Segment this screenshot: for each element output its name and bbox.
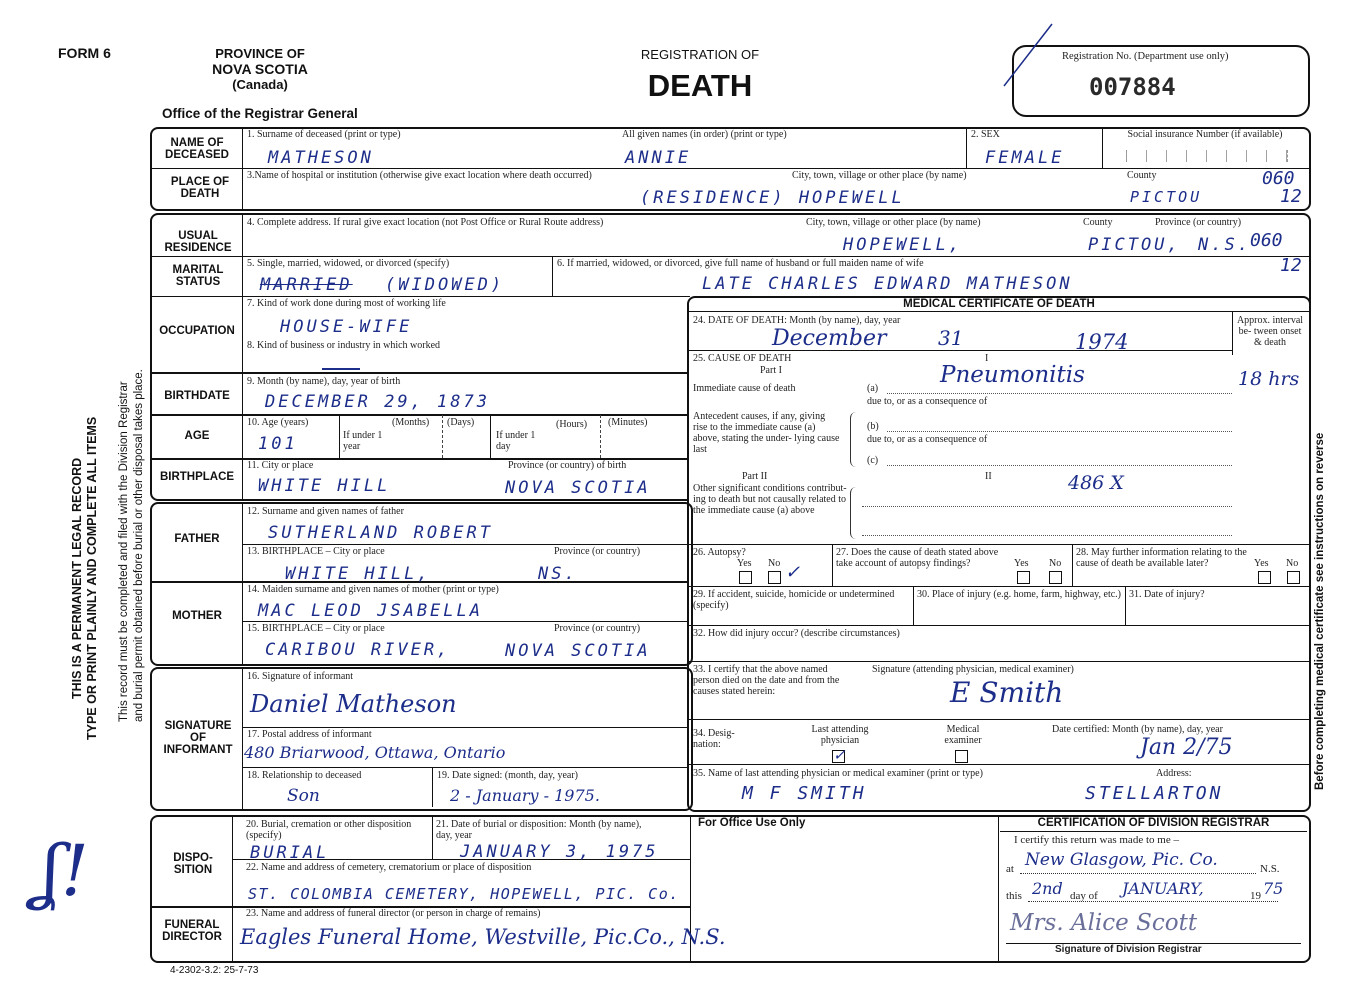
label-age: AGE [184, 430, 210, 442]
label-mother: MOTHER [172, 610, 222, 622]
form-code: 4-2302-3.2: 25-7-73 [170, 965, 259, 976]
value-marital-struck: MARRIED [260, 275, 353, 295]
autopsy-yes-checkbox[interactable] [739, 571, 752, 584]
cause-c-letter: (c) [867, 455, 879, 466]
field-22-label: 22. Name and address of cemetery, crematorium or place of disposition [246, 862, 532, 873]
value-physician-signature: E Smith [950, 676, 1064, 709]
value-disposition-date: JANUARY 3, 1975 [460, 842, 659, 862]
field-25-label: 25. CAUSE OF DEATH [693, 353, 792, 364]
office-registrar: Office of the Registrar General [162, 106, 358, 121]
registration-pen-mark [1000, 20, 1060, 90]
value-registrar-day: 2nd [1032, 879, 1063, 898]
label-name-of-deceased: NAME OF DECEASED [165, 137, 229, 161]
registrar-certify: I certify this return was made to me – [1014, 834, 1179, 846]
province-block [200, 46, 320, 92]
field-11-label: 11. City or place [247, 460, 314, 471]
field-2-label: 2. SEX [971, 129, 1000, 140]
office-use-label: For Office Use Only [698, 817, 806, 829]
sin-boxes [1126, 150, 1288, 162]
value-birthdate: DECEMBER 29, 1873 [265, 392, 490, 412]
cause-b-letter: (b) [867, 421, 879, 432]
side-line1: THIS IS A PERMANENT LEGAL RECORD [70, 457, 84, 700]
field-1b-label: All given names (in order) (print or type) [622, 129, 787, 140]
field-13-label: 13. BIRTHPLACE – City or place [247, 546, 385, 557]
value-usual-code2: 12 [1280, 255, 1302, 276]
brace-part2 [850, 487, 859, 539]
registration-of: REGISTRATION OF [640, 47, 760, 62]
label-birthdate: BIRTHDATE [164, 390, 230, 402]
side-line2: TYPE OR PRINT PLAINLY AND COMPLETE ALL ITEMS [85, 416, 99, 740]
value-registrar-month: JANUARY, [1122, 879, 1204, 898]
field-6-label: 6. If married, widowed, or divorced, give full name of husband or full maiden name of wife [557, 258, 924, 269]
q28-yes: Yes [1254, 558, 1269, 569]
q27-no-checkbox[interactable] [1049, 571, 1062, 584]
q28-no-checkbox[interactable] [1287, 571, 1300, 584]
roman-1: I [985, 353, 989, 364]
value-death-month: December [772, 326, 887, 351]
field-18-label: 18. Relationship to deceased [247, 770, 362, 781]
registrar-day-of: day of [1070, 890, 1098, 902]
value-death-year: 1974 [1075, 330, 1129, 354]
value-occupation: HOUSE-WIFE [280, 317, 413, 337]
value-relationship: Son [287, 786, 320, 806]
field-3b-label: City, town, village or other place (by name) [792, 170, 967, 181]
value-mother-birthplace: CARIBOU RIVER, [265, 640, 451, 660]
value-registrar-year: 75 [1263, 879, 1284, 898]
value-place-county: PICTOU [1130, 188, 1203, 206]
field-10g-label: If under 1 day [496, 430, 536, 452]
registrar-signature-label: Signature of Division Registrar [1055, 944, 1202, 955]
value-usual-province: N.S. [1198, 235, 1251, 255]
field-24-label: 24. DATE OF DEATH: Month (by name), day, year [693, 315, 901, 326]
field-31-label: 31. Date of injury? [1129, 589, 1205, 600]
value-death-day: 31 [938, 326, 964, 350]
part-2-label: Part II [742, 471, 768, 482]
field-1-label: 1. Surname of deceased (print or type) [247, 129, 401, 140]
field-30-label: 30. Place of injury (e.g. home, farm, highway, etc.) [917, 589, 1122, 600]
field-10f-label: If under 1 year [343, 430, 383, 452]
cause-a-letter: (a) [867, 383, 879, 394]
medical-examiner-checkbox[interactable] [955, 750, 968, 763]
medical-title: MEDICAL CERTIFICATE OF DEATH [903, 298, 1095, 310]
field-33-label: 33. I certify that the above named person died on the date and from the causes stated herein: [693, 664, 840, 697]
antecedent-label: Antecedent causes, if any, giving rise to the immediate cause (a) above, stating the under- lying cause last [693, 411, 840, 455]
value-registrar-place: New Glasgow, Pic. Co. [1025, 850, 1218, 870]
field-27-label: 27. Does the cause of death stated above take account of autopsy findings? [836, 547, 999, 569]
value-registrar-signature: Mrs. Alice Scott [1010, 910, 1198, 936]
side-line4: and burial permit obtained before burial or other disposal takes place. [133, 369, 145, 722]
value-surname: MATHESON [268, 148, 374, 168]
field-4c-label: County [1083, 217, 1113, 228]
value-disposition: BURIAL [250, 843, 330, 863]
value-given-names: ANNIE [625, 148, 692, 168]
value-mother: MAC LEOD JSABELLA [258, 601, 483, 621]
value-birth-city: WHITE HILL [258, 476, 391, 496]
value-usual-city: HOPEWELL, [843, 235, 963, 255]
side-line3: This record must be completed and filed with the Division Registrar [118, 381, 130, 722]
q27-no: No [1049, 558, 1062, 569]
registrar-this: this [1006, 890, 1022, 902]
q28-no: No [1286, 558, 1299, 569]
field-10e-label: (Minutes) [608, 417, 648, 428]
value-informant-signature: Daniel Matheson [250, 690, 457, 718]
q28-yes-checkbox[interactable] [1258, 571, 1271, 584]
registration-number: 007884 [1089, 73, 1176, 101]
occupation-dash [322, 368, 360, 370]
value-sex: FEMALE [985, 148, 1065, 168]
value-marital: (WIDOWED) [385, 275, 505, 295]
value-date-certified: Jan 2/75 [1140, 735, 1233, 760]
field-34-label: 34. Desig- nation: [693, 728, 735, 750]
label-birthplace: BIRTHPLACE [159, 471, 235, 483]
field-9-label: 9. Month (by name), day, year of birth [247, 376, 401, 387]
form-title: DEATH [647, 68, 753, 103]
field-5-label: 5. Single, married, widowed, or divorced (specify) [247, 258, 450, 269]
value-physician-address: STELLARTON [1085, 783, 1224, 804]
label-usual-residence: USUAL RESIDENCE [164, 230, 232, 254]
value-usual-code1: 060 [1250, 230, 1283, 251]
field-7-label: 7. Kind of work done during most of working life [247, 298, 446, 309]
form-number: FORM 6 [58, 45, 111, 61]
physician-signature-label: Signature (attending physician, medical examiner) [872, 664, 1074, 675]
roman-2: II [985, 471, 992, 482]
field-sin-label: Social insurance Number (if available) [1127, 129, 1283, 140]
value-age: 101 [258, 434, 298, 454]
field-16-label: 16. Signature of informant [247, 671, 354, 682]
side-legal-note [70, 417, 100, 740]
field-4d-label: Province (or country) [1155, 217, 1242, 228]
field-20-label: 20. Burial, cremation or other disposition (specify) [246, 819, 412, 841]
autopsy-no-checkbox[interactable] [768, 571, 781, 584]
registrar-year-prefix: 19 [1250, 890, 1261, 902]
value-mother-province: NOVA SCOTIA [505, 641, 651, 661]
other-conditions-label: Other significant conditions contribut- ing to death but not causally related to the immediate cause (a) above [693, 483, 847, 516]
field-19-label: 19. Date signed: (month, day, year) [437, 770, 578, 781]
part-1-label: Part I [760, 365, 782, 376]
field-10d-label: (Hours) [556, 419, 588, 430]
label-disposition: DISPO- SITION [173, 852, 213, 876]
registrar-title: CERTIFICATION OF DIVISION REGISTRAR [1037, 817, 1270, 829]
field-10-label: 10. Age (years) [247, 417, 309, 428]
value-father: SUTHERLAND ROBERT [268, 523, 493, 543]
autopsy-yes: Yes [737, 558, 752, 569]
registrar-ns: N.S. [1260, 863, 1280, 875]
field-4b-label: City, town, village or other place (by name) [806, 217, 981, 228]
label-place-of-death: PLACE OF DEATH [170, 176, 230, 200]
address-label: Address: [1156, 768, 1192, 779]
field-17-label: 17. Postal address of informant [247, 729, 372, 740]
autopsy-check: ✓ [785, 562, 801, 583]
province-line3: (Canada) [232, 77, 288, 92]
field-11b-label: Province (or country) of birth [508, 460, 627, 471]
value-funeral-director: Eagles Funeral Home, Westville, Pic.Co., N.S. [240, 925, 726, 949]
field-26-label: 26. Autopsy? [693, 547, 746, 558]
field-35-label: 35. Name of last attending physician or medical examiner (print or type) [693, 768, 983, 779]
value-place-of-death: (RESIDENCE) HOPEWELL [640, 188, 905, 208]
side-filing-note [117, 369, 147, 722]
approx-interval-label: Approx. interval be- tween onset & death [1236, 315, 1304, 348]
due-to-2: due to, or as a consequence of [867, 434, 988, 445]
last-attending-check: ✓ [833, 746, 846, 764]
medical-examiner-label: Medical examiner [944, 724, 982, 746]
value-part2: 486 X [1068, 472, 1124, 494]
field-21-label: 21. Date of burial or disposition: Month (by name), day, year [436, 819, 642, 841]
field-14-label: 14. Maiden surname and given names of mother (print or type) [247, 584, 499, 595]
field-8-label: 8. Kind of business or industry in which worked [247, 340, 441, 351]
field-29-label: 29. If accident, suicide, homicide or undetermined (specify) [693, 589, 895, 611]
q27-yes-checkbox[interactable] [1017, 571, 1030, 584]
field-28-label: 28. May further information relating to the cause of death be available later? [1076, 547, 1247, 569]
side-handwritten-mark: ʆ! [38, 830, 89, 912]
field-10c-label: (Days) [447, 417, 475, 428]
value-usual-county: PICTOU, [1088, 235, 1181, 255]
value-informant-address: 480 Briarwood, Ottawa, Ontario [244, 743, 506, 762]
value-interval: 18 hrs [1238, 368, 1300, 390]
due-to-1: due to, or as a consequence of [867, 396, 988, 407]
field-23-label: 23. Name and address of funeral director (or person in charge of remains) [246, 908, 541, 919]
value-father-province: NS. [538, 564, 578, 584]
value-date-signed: 2 - January - 1975. [450, 786, 600, 805]
value-spouse: LATE CHARLES EDWARD MATHESON [702, 274, 1073, 294]
field-3c-label: County [1127, 170, 1157, 181]
value-physician-name: M F SMITH [742, 783, 867, 804]
label-father: FATHER [174, 533, 220, 545]
label-funeral-director: FUNERAL DIRECTOR [162, 919, 222, 943]
label-occupation: OCCUPATION [159, 325, 235, 337]
field-4-label: 4. Complete address. If rural give exact location (not Post Office or Rural Route address) [247, 217, 604, 228]
autopsy-no: No [768, 558, 781, 569]
label-marital-status: MARITAL STATUS [172, 264, 224, 288]
date-certified-label: Date certified: Month (by name), day, year [1052, 724, 1223, 735]
value-cemetery: ST. COLOMBIA CEMETERY, HOPEWELL, PIC. Co. [248, 885, 680, 903]
value-birth-province: NOVA SCOTIA [505, 478, 651, 498]
province-line2: NOVA SCOTIA [212, 61, 308, 77]
value-cause-a: Pneumonitis [940, 362, 1085, 388]
province-line1: PROVINCE OF [215, 46, 305, 61]
field-12-label: 12. Surname and given names of father [247, 506, 404, 517]
brace-antecedent [850, 412, 859, 467]
field-13b-label: Province (or country) [554, 546, 641, 557]
q27-yes: Yes [1014, 558, 1029, 569]
field-15-label: 15. BIRTHPLACE – City or place [247, 623, 385, 634]
last-attending-label: Last attending physician [811, 724, 869, 746]
registration-number-label: Registration No. (Department use only) [1062, 51, 1229, 62]
field-10b-label: (Months) [392, 417, 430, 428]
side-instruction-note: Before completing medical certificate see instructions on reverse [1314, 432, 1326, 790]
value-father-birthplace: WHITE HILL, [285, 564, 431, 584]
immediate-cause-label: Immediate cause of death [693, 383, 796, 394]
field-32-label: 32. How did injury occur? (describe circumstances) [693, 628, 900, 639]
field-15b-label: Province (or country) [554, 623, 641, 634]
registrar-at: at [1006, 863, 1014, 875]
value-place-code2: 12 [1280, 186, 1302, 207]
value-place-code1: 060 [1262, 168, 1295, 189]
label-signature-of-informant: SIGNATURE OF INFORMANT [163, 720, 233, 756]
field-3-label: 3.Name of hospital or institution (otherwise give exact location where death occurred) [247, 170, 592, 181]
